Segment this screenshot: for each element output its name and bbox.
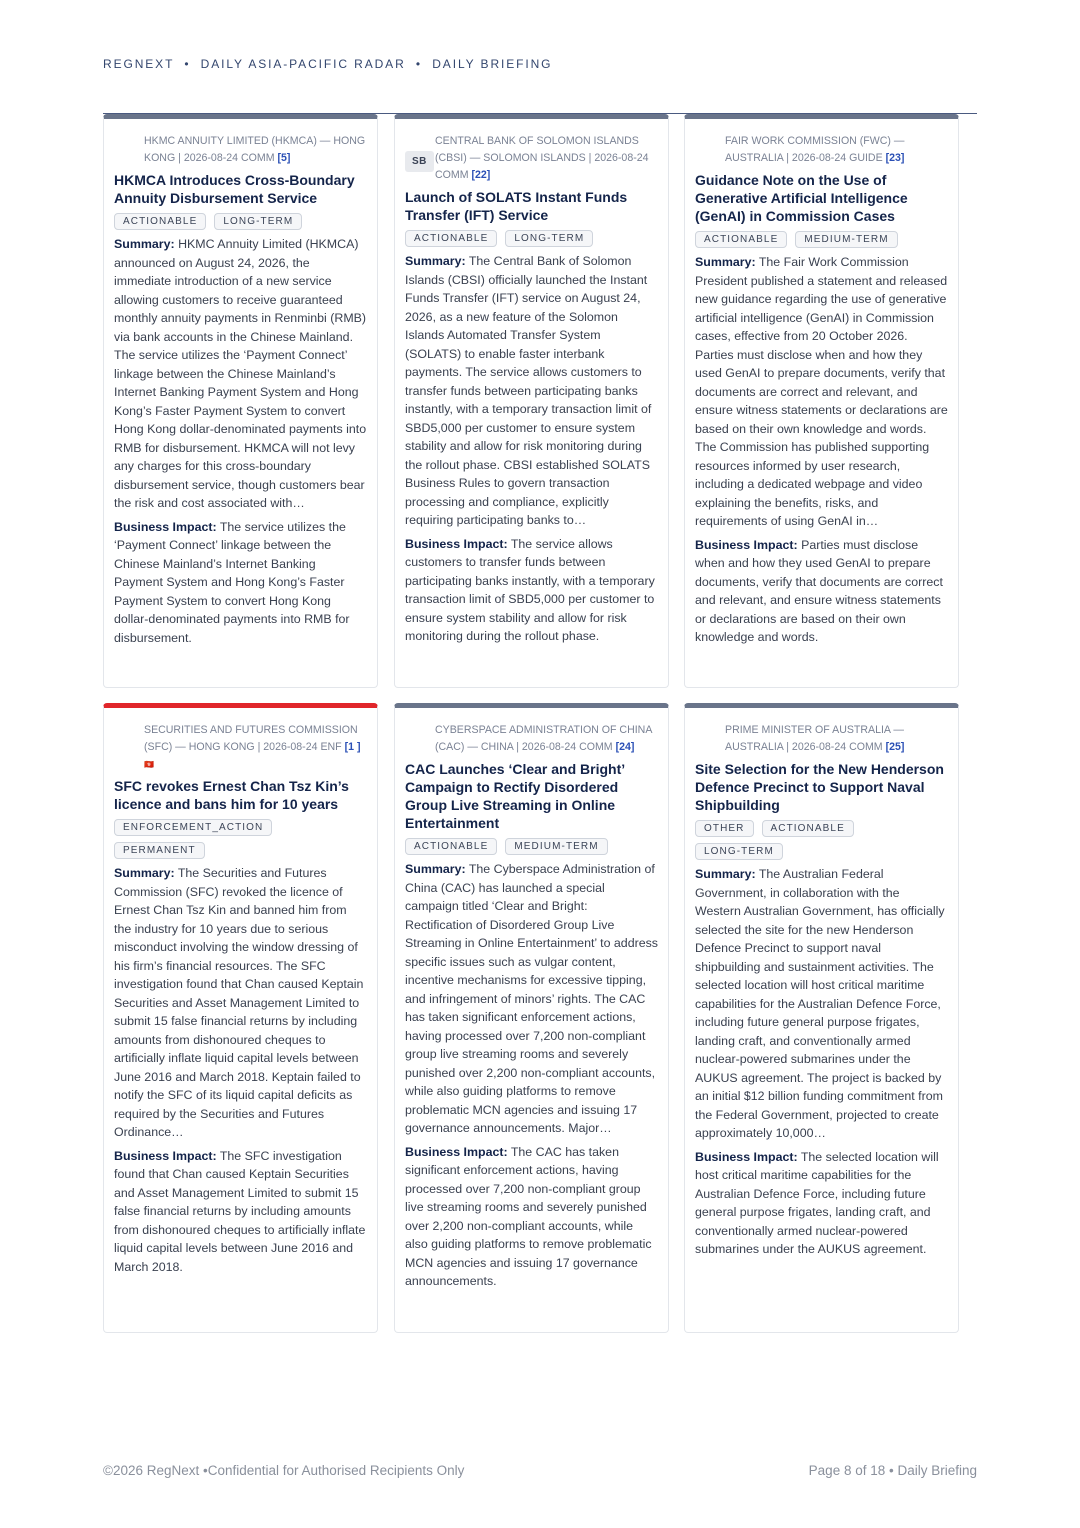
- reference-link[interactable]: [22]: [471, 169, 491, 181]
- business-impact: Business Impact: The CAC has taken significant enforcement actions, having processed over 7,200 non-compliant group live streaming rooms and severely punished over 2,200 non-compliant accounts, while also guiding platforms to remove problematic MCN agencies and issuing 17 governance announcements.: [405, 1144, 652, 1288]
- reference-link[interactable]: [23]: [885, 152, 905, 164]
- card-type: GUIDE: [849, 152, 883, 164]
- tag: ACTIONABLE: [695, 231, 787, 248]
- card-type: COMM: [435, 169, 469, 181]
- reference-link[interactable]: [24]: [615, 741, 635, 753]
- tag: PERMANENT: [114, 842, 205, 859]
- tag: ACTIONABLE: [114, 213, 206, 230]
- summary: Summary: The Securities and Futures Commission (SFC) revoked the licence of Ernest Chan Tsz Kin and banned him from the industry for 10 years due to serious misconduct involving the window dressing of his firm’s financial resources. The SFC investigation found that Chan caused Keptain Securities and Asset Management Limited to submit 15 false financial returns by including amounts from dishonoured cheques to artificially inflate liquid capital levels between June 2016 and March 2018. Keptain failed to notify the SFC of its liquid capital deficits as required by the Securities and Futures Ordinance…: [114, 866, 364, 1139]
- business-impact: Business Impact: The SFC investigation found that Chan caused Keptain Securities and Asset Management Limited to submit 15 false financial returns by including amounts from dishonoured cheques to artificially inflate liquid capital levels between June 2016 and March 2018.: [114, 1148, 366, 1274]
- tag: MEDIUM-TERM: [505, 838, 607, 855]
- card-title: Site Selection for the New Henderson Defence Precinct to Support Naval Shipbuilding: [695, 761, 944, 813]
- news-card: [684, 703, 959, 1333]
- summary: Summary: The Australian Federal Government, in collaboration with the Western Australian Government, has officially selected the site for the new Henderson Defence Precinct to support naval shipbuilding and sustainment activities. The selected location will host critical maritime capabilities for the Australian Defence Force, including future general purpose frigates, landing craft, and conventionally armed nuclear-powered submarines under the AUKUS agreement. The project is backed by an initial $12 billion funding commitment from the Federal Government, projected to create approximately 10,000…: [695, 867, 945, 1140]
- country-flag-icon: SB: [405, 151, 434, 172]
- tag: ACTIONABLE: [405, 230, 497, 247]
- card-title: HKMCA Introduces Cross-Boundary Annuity Disbursement Service: [114, 172, 355, 206]
- card-type: COMM: [579, 741, 613, 753]
- card-source: PRIME MINISTER OF AUSTRALIA — AUSTRALIA | 2026-08-24 COMM [25]: [725, 724, 905, 753]
- reference-link[interactable]: [1: [344, 741, 354, 753]
- footer-page-number: Page 8 of 18 • Daily Briefing: [808, 1463, 977, 1478]
- card-title: SFC revokes Ernest Chan Tsz Kin’s licence and bans him for 10 years: [114, 778, 349, 812]
- page-header: [103, 57, 552, 71]
- business-impact: Business Impact: The selected location will host critical maritime capabilities for the Australian Defence Force, including future general purpose frigates, landing craft, and conventionally armed nuclear-powered submarines under the AUKUS agreement.: [695, 1149, 939, 1256]
- business-impact: Business Impact: Parties must disclose when and how they used GenAI to prepare documents, verify that documents are correct and relevant, and ensure witness statements or declarations are based on their own knowledge and words.: [695, 537, 943, 644]
- card-title: CAC Launches ‘Clear and Bright’ Campaign to Rectify Disordered Group Live Streaming in Online Entertainment: [405, 761, 625, 831]
- header-separator: •: [415, 57, 422, 71]
- tag: ACTIONABLE: [405, 838, 497, 855]
- tag: MEDIUM-TERM: [795, 231, 897, 248]
- product-name: DAILY ASIA-PACIFIC RADAR: [200, 57, 406, 71]
- tag: ENFORCEMENT_ACTION: [114, 819, 272, 836]
- summary: Summary: HKMC Annuity Limited (HKMCA) announced on August 24, 2026, the immediate introduction of a new service allowing customers to receive guaranteed monthly annuity payments in Renminbi (RMB) via bank accounts in the Chinese Mainland. The service utilizes the ‘Payment Connect’ linkage between the Chinese Mainland’s Internet Banking Payment System and Hong Kong’s Faster Payment System to convert Hong Kong dollar-denominated payments into RMB for disbursement. HKMCA will not levy any charges for this cross-boundary disbursement service, though customers bear the risk and cost associated with…: [114, 237, 367, 510]
- tag-list: [405, 230, 658, 247]
- tag: LONG-TERM: [214, 213, 302, 230]
- edition-name: DAILY BRIEFING: [432, 57, 553, 71]
- card-source: HKMC ANNUITY LIMITED (HKMCA) — HONG KONG | 2026-08-24 COMM [5]: [144, 135, 366, 164]
- news-card: [684, 114, 959, 688]
- reference-link-end[interactable]: ]: [356, 741, 361, 753]
- card-source: CYBERSPACE ADMINISTRATION OF CHINA (CAC) — CHINA | 2026-08-24 COMM [24]: [435, 724, 652, 753]
- brand-name: REGNEXT: [103, 57, 175, 71]
- hong-kong-flag-icon: 🇭🇰: [144, 760, 154, 769]
- footer-copyright: ©2026 RegNext •Confidential for Authorised Recipients Only: [103, 1463, 465, 1478]
- card-type: COMM: [240, 152, 275, 164]
- reference-link[interactable]: [25]: [885, 741, 905, 753]
- tag: OTHER: [695, 820, 754, 837]
- tag-list: [405, 838, 658, 855]
- card-type: COMM: [849, 741, 883, 753]
- card-title: Guidance Note on the Use of Generative Artificial Intelligence (GenAI) in Commission Cases: [695, 172, 908, 224]
- summary: Summary: The Cyberspace Administration of China (CAC) has launched a special campaign titled ‘Clear and Bright: Rectification of Disordered Group Live Streaming in Online Entertainment’ to address specific issues such as vulgar content, incentive mechanisms for excessive tipping, and infringement of minors’ rights. The CAC has taken significant enforcement actions, having processed over 7,200 non-compliant group live streaming rooms and severely punished over 2,200 non-compliant accounts, while also guiding platforms to remove problematic MCN agencies and issuing 17 governance announcements. Major…: [405, 862, 658, 1135]
- card-type: ENF: [320, 741, 342, 753]
- card-source: SB CENTRAL BANK OF SOLOMON ISLANDS (CBSI) — SOLOMON ISLANDS | 2026-08-24 COMM [22]: [405, 133, 658, 184]
- tag-list: [695, 820, 948, 860]
- news-card: [394, 114, 669, 688]
- news-card: [394, 703, 669, 1333]
- tag: LONG-TERM: [695, 843, 783, 860]
- tag-list: [114, 819, 367, 859]
- tag-list: [695, 231, 948, 248]
- news-card: [103, 703, 378, 1333]
- tag: LONG-TERM: [505, 230, 593, 247]
- summary: Summary: The Central Bank of Solomon Islands (CBSI) officially launched the Instant Funds Transfer (IFT) service on August 24, 2026, as a new feature of the Solomon Islands Automated Transfer System (SOLATS) to enable faster interbank payments. The service allows customers to transfer funds between participating banks instantly, with a temporary transaction limit of SBD5,000 per customer to ensure system stability and allow for risk monitoring during the rollout phase. CBSI established SOLATS Business Rules to govern transaction processing and compliance, explicitly requiring participating banks to…: [405, 254, 652, 527]
- news-card: [103, 114, 378, 688]
- summary: Summary: The Fair Work Commission President published a statement and released new guidance regarding the use of generative artificial intelligence (GenAI) in Commission cases, effective from 20 October 2026. Parties must disclose when and how they used GenAI to prepare documents, verify that documents are correct and relevant, and ensure witness statements or declarations are based on their own knowledge and words. The Commission has published supporting resources informed by user research, including a dedicated webpage and video explaining the benefits, risks, and requirements of using GenAI in…: [695, 255, 948, 528]
- card-source: SECURITIES AND FUTURES COMMISSION (SFC) — HONG KONG | 2026-08-24 ENF [1 ] 🇭🇰: [114, 722, 367, 773]
- business-impact: Business Impact: The service allows customers to transfer funds between participating banks instantly, with a temporary transaction limit of SBD5,000 per customer to ensure system stability and allow for risk monitoring during the rollout phase.: [405, 536, 655, 643]
- card-title: Launch of SOLATS Instant Funds Transfer (IFT) Service: [405, 189, 628, 223]
- card-source: FAIR WORK COMMISSION (FWC) — AUSTRALIA | 2026-08-24 GUIDE [23]: [725, 135, 905, 164]
- tag: ACTIONABLE: [762, 820, 854, 837]
- header-separator: •: [184, 57, 191, 71]
- reference-link[interactable]: [5]: [277, 152, 291, 164]
- business-impact: Business Impact: The service utilizes the ‘Payment Connect’ linkage between the Chinese Mainland’s Internet Banking Payment System and Hong Kong’s Faster Payment System to convert Hong Kong dollar-denominated payments into RMB for disbursement.: [114, 519, 350, 645]
- tag-list: [114, 213, 367, 230]
